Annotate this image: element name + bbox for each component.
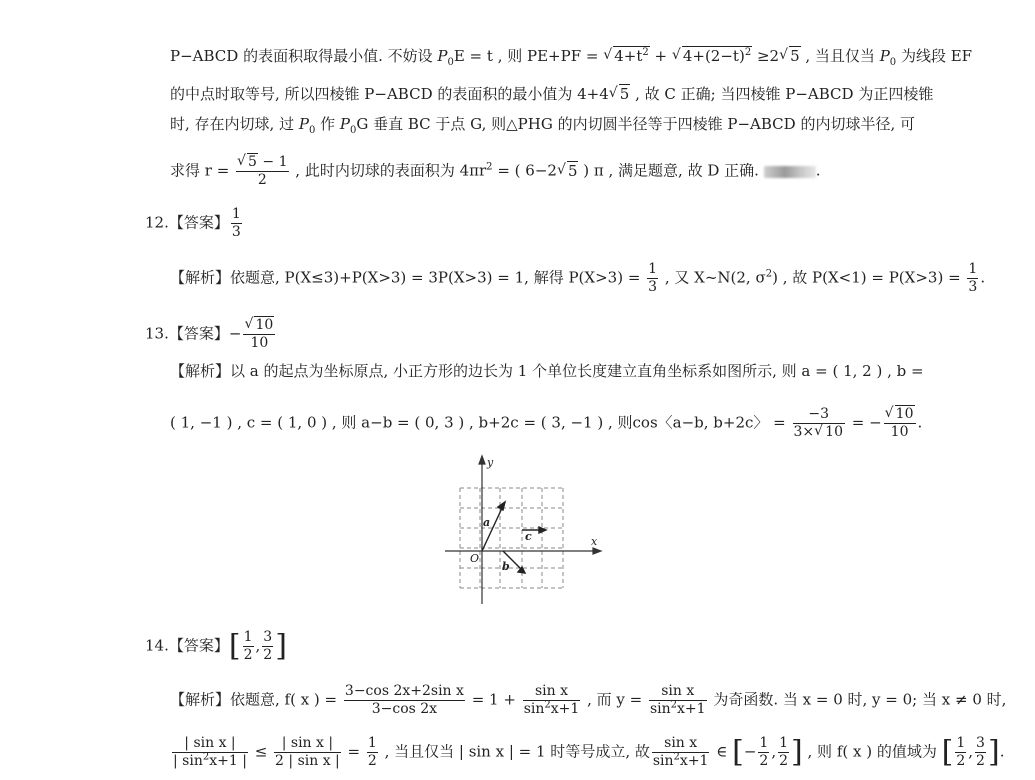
fraction: $\frac{3}{2}$ (263, 629, 273, 663)
sol11-line1: P−ABCD 的表面积取得最小值. 不妨设 $P_0E = t$ , 则 PE+PF = √ $4+t^2$ + √ $4+(2-t)^2 \ge 2√$ 5 , 当且仅当 $P_0$ 为线段 EF (170, 46, 972, 66)
sqrt-expr: √ 5 (609, 84, 631, 104)
q14-analysis-line2: $\frac{\text{| sin x |}}{| \sin^2x+1 |}$ ≤ $\frac{\text{| sin x |}}{\text{2 | sin x |}}$ = $\frac{1}{2}$ , 当且仅当 | sin x | = 1 时等号成立, 故 $\frac{\text{sin x}}{\sin^2x+1}$ ∈ [− $\frac{1}{2}$ , $\frac{1}{2}$ ] , 则 f( x ) 的值域为 [ $\frac{1}{2}$ , $\frac{3}{2}$ ]. (173, 734, 1005, 770)
fraction: $\frac{\text{| sin x |}}{\text{2 | sin x |}}$ (275, 735, 340, 769)
q13-analysis-line1: 【解析】以 a 的起点为坐标原点, 小正方形的边长为 1 个单位长度建立直角坐标系如图所示, 则 a = ( 1, 2 ) , b = (170, 362, 924, 380)
sol11-line3: 时, 存在内切球, 过 $P_0$ 作 $P_0G$ 垂直 BC 于点 G, 则△PHG 的内切圆半径等于四棱锥 P−ABCD 的内切球半径, 可 (170, 115, 915, 136)
vector-label-c: c (525, 530, 532, 543)
fraction: √ $\frac{5 - 1}{2}$ (236, 154, 288, 189)
q14-answer: 14.【答案】[ $\frac{1}{2}$ , $\frac{3}{2}$ ] (145, 628, 287, 664)
answer-fraction: $\frac{1}{3}$ (231, 206, 241, 240)
fraction: $\frac{\text{| sin x |}}{| \sin^2x+1 |}$ (173, 735, 247, 769)
fraction: $\frac{1}{2}$ (367, 735, 377, 769)
sqrt-expr: √ $4+t^2$ (603, 46, 650, 66)
fraction: $\frac{1}{2}$ (243, 629, 253, 663)
vector-arrows (482, 502, 546, 573)
sol11-line2: 的中点时取等号, 所以四棱锥 P−ABCD 的表面积的最小值为 4+4√ 5 , 故 C 正确; 当四棱锥 P−ABCD 为正四棱锥 (170, 84, 933, 104)
dashed-grid (460, 488, 563, 588)
fraction: $\frac{1}{2}$ (759, 735, 769, 769)
vector-label-a: a (483, 516, 491, 529)
sqrt-expr: √ $4+(2-t)^2$ (672, 46, 752, 66)
fraction: $\frac{1}{3}$ (968, 261, 978, 295)
fraction: $\frac{1}{3}$ (648, 261, 658, 295)
fraction: √ $\frac{10}{10}$ (884, 406, 916, 441)
sqrt-expr: √ 5 (779, 46, 801, 66)
axis-label-x: x (591, 535, 598, 548)
q14-analysis-line1: 【解析】依题意, f( x ) = $\frac{\text{3−cos 2x+2sin x}}{3-\cos 2x}$ = 1 + $\frac{\text{sin x}}{\sin^2x+1}$ , 而 y = $\frac{\text{sin x}}{\sin^2x+1}$ 为奇函数. 当 x = 0 时, y = 0; 当 x ≠ 0 时, (170, 683, 1007, 717)
sol11-line4: 求得 r = √ $\frac{5 - 1}{2}$ , 此时内切球的表面积为 $4\pi r^2$ = ( 6−2√ 5 ) π , 满足题意, 故 D 正确. . (170, 154, 820, 189)
fraction: $\frac{1}{2}$ (956, 735, 966, 769)
q13-answer: 13.【答案】− √ $\frac{10}{10}$ (145, 317, 277, 352)
fraction: $\frac{-3}{3\times√ 10}$ (793, 406, 845, 441)
vector-grid-figure (445, 454, 615, 604)
fraction: $\frac{\text{sin x}}{\sin^2x+1}$ (652, 735, 709, 769)
origin-label: O (470, 552, 480, 565)
fraction: $\frac{1}{2}$ (779, 735, 789, 769)
fraction: $\frac{\text{sin x}}{\sin^2x+1}$ (523, 683, 580, 717)
q13-analysis-line2: ( 1, −1 ) , c = ( 1, 0 ) , 则 a−b = ( 0, 3 ) , b+2c = ( 3, −1 ) , 则cos〈a−b, b+2c〉 = $\frac{-3}{3\times√ 10}$ = − √ $\frac{10}{10}$ . (170, 406, 922, 441)
fraction: $\frac{3}{2}$ (976, 735, 985, 769)
q12-analysis: 【解析】依题意, P(X≤3)+P(X>3) = 3P(X>3) = 1, 解得 P(X>3) = $\frac{1}{3}$ , 又 X~N(2, $\sigma^2$) , 故 P(X<1) = P(X>3) = $\frac{1}{3}$ . (170, 261, 986, 295)
blurred-watermark (764, 166, 816, 178)
answer-fraction: √ $\frac{10}{10}$ (243, 317, 275, 352)
fraction: $\frac{\text{sin x}}{\sin^2x+1}$ (649, 683, 706, 717)
sqrt-expr: √ 5 (557, 161, 579, 181)
axis-label-y: y (487, 456, 494, 469)
fraction: $\frac{\text{3−cos 2x+2sin x}}{3-\cos 2x}$ (344, 683, 464, 717)
vector-label-b: b (502, 560, 510, 573)
q12-answer: 12.【答案】 $\frac{1}{3}$ (145, 206, 241, 240)
